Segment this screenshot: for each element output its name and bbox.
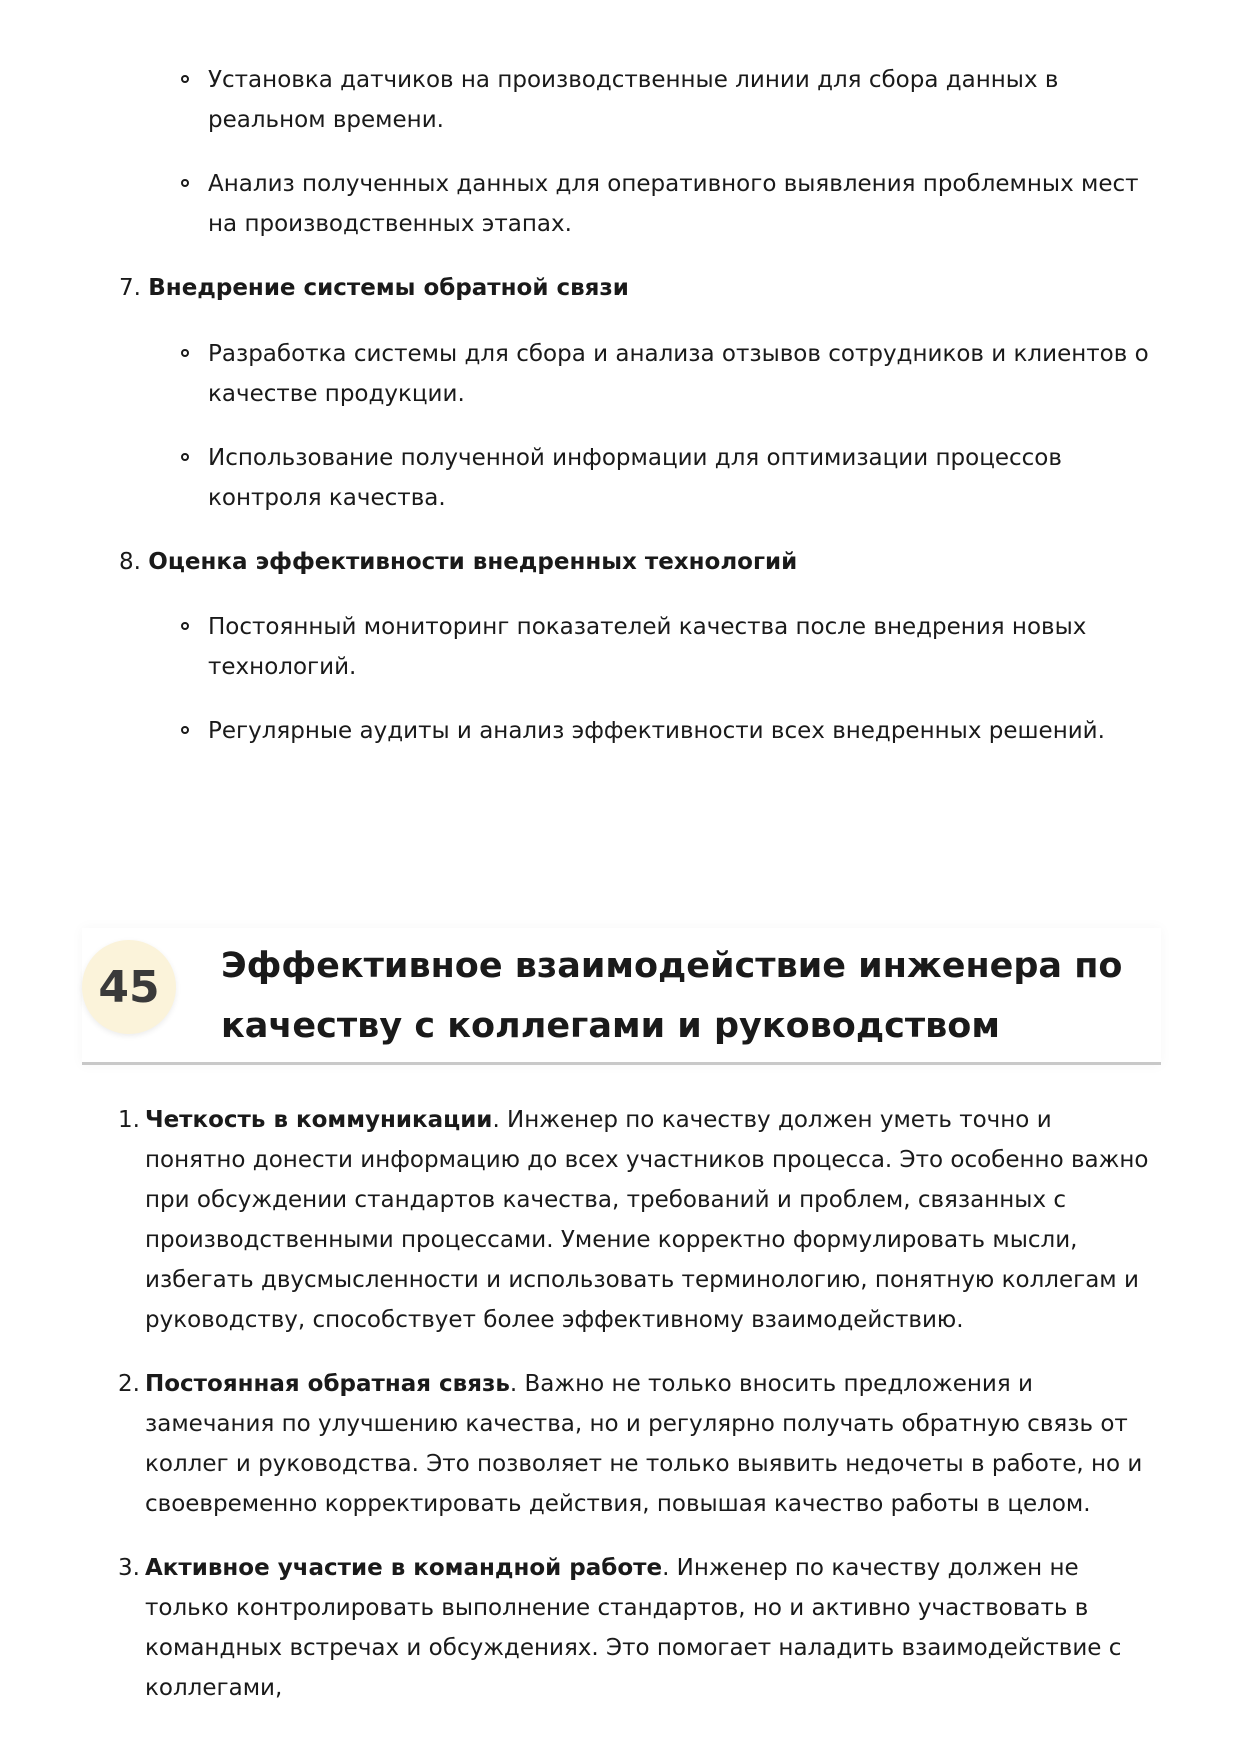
list-item [208,607,1168,687]
list-item [208,711,1168,751]
hollow-bullet-icon [181,75,189,83]
item-number: 7. [119,275,141,301]
item-text: . Важно не только вносить предложения и замечания по улучшению качества, но и регулярно получать обратную связь от коллег и руководства. Это позволяет не только выявить недочеты в работе, но и своевременно корректировать действия, повышая качество работы в целом. [145,1371,1143,1517]
item-text: . Инженер по качеству должен уметь точно и понятно донести информацию до всех участников процесса. Это особенно важно при обсуждении стандартов качества, требований и проблем, связанных с производственными процессами. Умение корректно формулировать мысли, избегать двусмысленности и использовать терминологию, понятную коллегам и руководству, способствует более эффективному взаимодействию. [145,1107,1149,1333]
item-number: 1. [118,1107,140,1133]
hollow-bullet-icon [181,453,189,461]
list-item [118,1364,1155,1524]
list-item [208,438,1168,518]
list-item [118,1100,1155,1340]
item-number: 2. [118,1371,140,1397]
numbered-list [118,1100,1155,1732]
item-lead: Четкость в коммуникации [145,1107,493,1133]
list-item [208,334,1168,414]
section-title: Эффективное взаимодействие инженера по качеству с коллегами и руководством [221,946,1123,1046]
section-header [82,928,1161,1065]
hollow-bullet-icon [181,726,189,734]
hollow-bullet-icon [181,179,189,187]
hollow-bullet-icon [181,622,189,630]
item-number: 3. [118,1555,140,1581]
item-lead: Постоянная обратная связь [145,1371,510,1397]
list-item-text: Разработка системы для сбора и анализа отзывов сотрудников и клиентов о качестве продукции. [208,341,1149,407]
list-item-text: Использование полученной информации для оптимизации процессов контроля качества. [208,445,1062,511]
list-item-text: Постоянный мониторинг показателей качества после внедрения новых технологий. [208,614,1087,680]
numbered-item-7-heading [119,268,629,308]
hollow-bullet-icon [181,349,189,357]
section-number-badge: 45 [82,940,176,1034]
item-number: 8. [119,549,141,575]
bullet-list-item-8 [208,607,1168,751]
item-title: Оценка эффективности внедренных технологий [148,549,798,575]
list-item [208,164,1168,244]
numbered-item-8-heading [119,542,797,582]
list-item-text: Установка датчиков на производственные линии для сбора данных в реальном времени. [208,67,1059,133]
bullet-list-continued [208,60,1168,244]
bullet-list-item-7 [208,334,1168,518]
item-title: Внедрение системы обратной связи [148,275,629,301]
list-item-text: Регулярные аудиты и анализ эффективности всех внедренных решений. [208,718,1105,744]
item-lead: Активное участие в командной работе [145,1555,663,1581]
list-item [208,60,1168,140]
list-item [118,1548,1155,1708]
list-item-text: Анализ полученных данных для оперативного выявления проблемных мест на производственных этапах. [208,171,1139,237]
item-text: . Инженер по качеству должен не только контролировать выполнение стандартов, но и активно участвовать в командных встречах и обсуждениях. Это помогает наладить взаимодействие с коллегами, [145,1555,1122,1701]
